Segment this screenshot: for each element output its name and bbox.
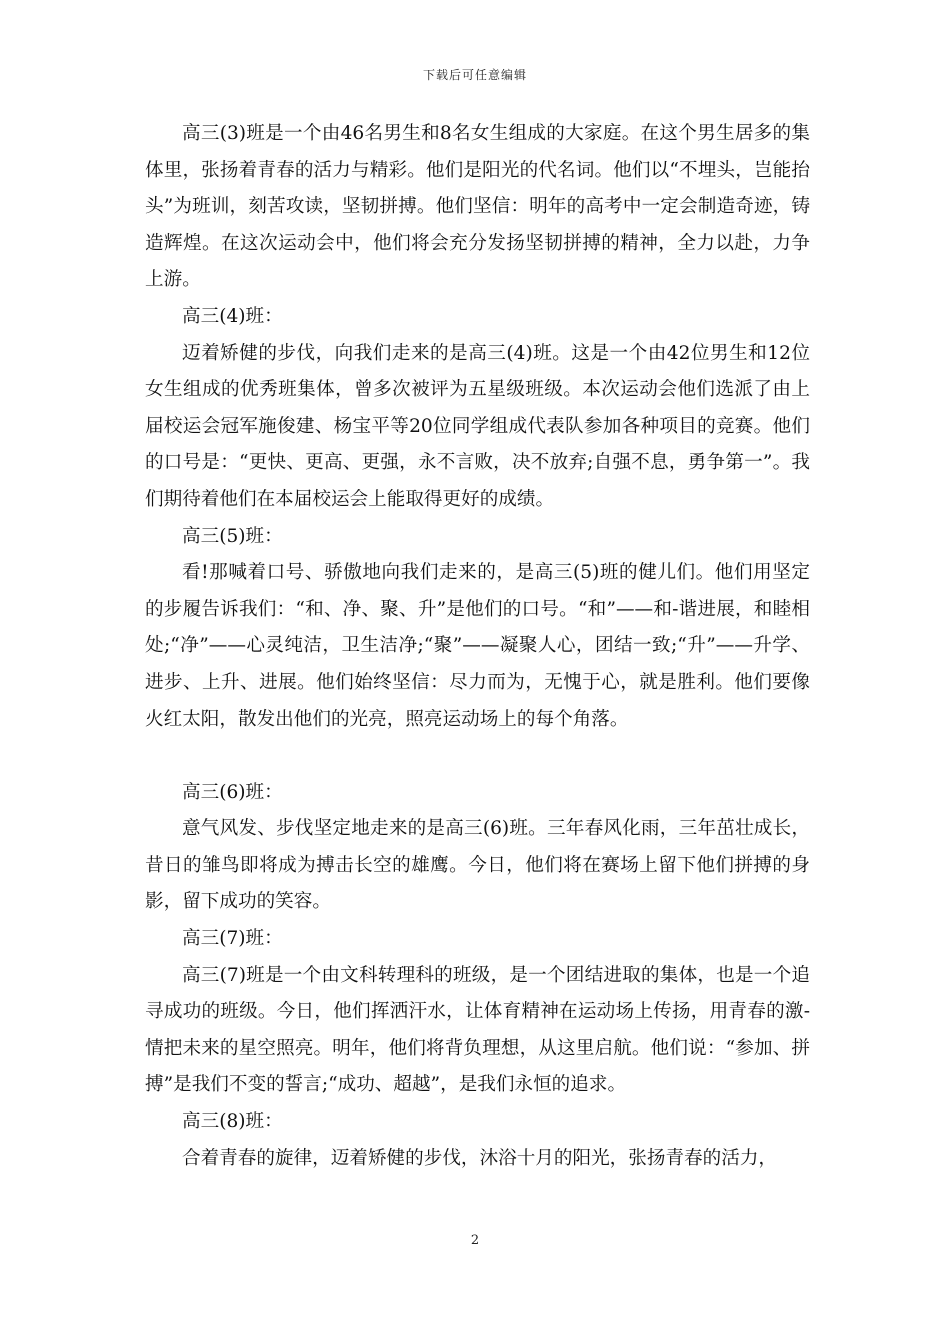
page-number: 2 — [470, 1233, 480, 1248]
blank-line — [145, 738, 810, 775]
heading-class-7: 高三(7)班： — [182, 928, 283, 950]
paragraph-class-7: 高三(7)班是一个由文科转理科的班级，是一个团结进取的集体，也是一个追寻成功的班级。今日，他们挥洒汗水，让体育精神在运动场上传扬，用青春的激-情把未来的星空照亮。明年，他们将背负理想，从这里启航。他们说：“参加、拼搏”是我们不变的誓言;“成功、超越”，是我们永恒的追求。 — [145, 964, 810, 1096]
heading-class-6: 高三(6)班： — [182, 781, 283, 803]
document-body — [145, 116, 810, 1177]
paragraph-class-5: 看!那喊着口号、骄傲地向我们走来的，是高三(5)班的健儿们。他们用坚定的步履告诉我们：“和、净、聚、升”是他们的口号。“和”——和-谐进展，和睦相处;“净”——心灵纯洁，卫生洁净;“聚”——凝聚人心，团结一致;“升”——升学、进步、上升、进展。他们始终坚信：尽力而为，无愧于心，就是胜利。他们要像火红太阳，散发出他们的光亮，照亮运动场上的每个角落。 — [145, 562, 810, 730]
heading-class-8: 高三(8)班： — [182, 1111, 283, 1133]
paragraph-class-8: 合着青春的旋律，迈着矫健的步伐，沐浴十月的阳光，张扬青春的活力， — [182, 1147, 778, 1169]
heading-class-4: 高三(4)班： — [182, 305, 283, 327]
paragraph-class-3: 高三(3)班是一个由46名男生和8名女生组成的大家庭。在这个男生居多的集体里，张扬着青春的活力与精彩。他们是阳光的代名词。他们以“不埋头，岂能抬头”为班训，刻苦攻读，坚韧拼搏。他们坚信：明年的高考中一定会制造奇迹，铸造辉煌。在这次运动会中，他们将会充分发扬坚韧拼搏的精神，全力以赴，力争上游。 — [145, 123, 810, 291]
heading-class-5: 高三(5)班： — [182, 525, 283, 547]
paragraph-class-4: 迈着矫健的步伐，向我们走来的是高三(4)班。这是一个由42位男生和12位女生组成的优秀班集体，曾多次被评为五星级班级。本次运动会他们选派了由上届校运会冠军施俊建、杨宝平等20位同学组成代表队参加各种项目的竞赛。他们的口号是：“更快、更高、更强，永不言败，决不放弃;自强不息，勇争第一”。我们期待着他们在本届校运会上能取得更好的成绩。 — [145, 342, 810, 510]
paragraph-class-6: 意气风发、步伐坚定地走来的是高三(6)班。三年春风化雨，三年茁壮成长，昔日的雏鸟即将成为搏击长空的雄鹰。今日，他们将在赛场上留下他们拼搏的身影，留下成功的笑容。 — [145, 818, 810, 913]
page-header: 下载后可任意编辑 — [422, 68, 527, 82]
